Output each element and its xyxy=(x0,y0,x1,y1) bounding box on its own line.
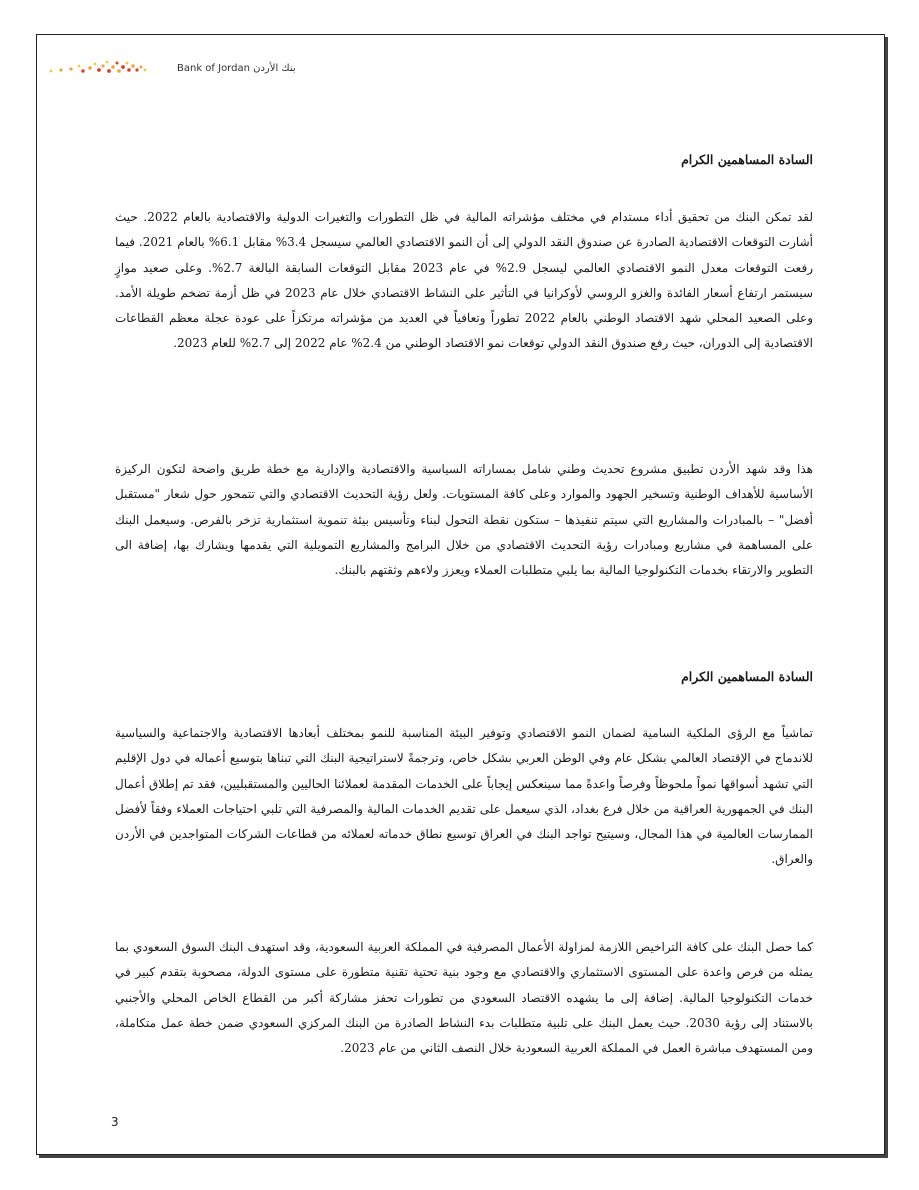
paragraph: هذا وقد شهد الأردن تطبيق مشروع تحديث وطني شامل بمساراته السياسية والاقتصادية والإدارية مع خطة طريق واضحة لتكون الركيزة الأساسية للأهداف الوطنية وتسخير الجهود والموارد وعلى كافة المستويات. ولعل رؤية التحديث الاقتصادي والتي تتمحور حول شعار "مستقبل أفضل" – بالمبادرات والمشاريع التي سيتم تنفيذها – ستكون نقطة التحول لبناء وتأسيس بيئة تنموية استثمارية تزخر بالفرص. وسيعمل البنك على المساهمة في مشاريع ومبادرات رؤية التحديث الاقتصادي من خلال البرامج والمشاريع التمويلية التي يقدمها ويشارك بها، إضافة الى التطوير والارتقاء بخدمات التكنولوجيا المالية بما يلبي متطلبات العملاء ويعزز ولاءهم وثقتهم بالبنك. xyxy=(115,462,813,578)
paragraph: لقد تمكن البنك من تحقيق أداء مستدام في مختلف مؤشراته المالية في ظل التطورات والتغيرات الدولية والاقتصادية بالعام 2022. حيث أشارت التوقعات الاقتصادية الصادرة عن صندوق النقد الدولي إلى أن النمو الاقتصادي العالمي سيسجل 3.4% مقابل 6.1% بالعام 2021. فيما رفعت التوقعات معدل النمو الاقتصادي العالمي ليسجل 2.9% في عام 2023 مقابل التوقعات السابقة البالغة 2.7%. وعلى صعيد موازٍ سيستمر ارتفاع أسعار الفائدة والغزو الروسي لأوكرانيا في التأثير على النشاط الاقتصادي خلال عام 2023 في ظل أزمة تضخم طويلة الأمد. وعلى الصعيد المحلي شهد الاقتصاد الوطني بالعام 2022 تطوراً وتعافياً في العديد من مؤشراته مرتكزاً على عودة عجلة معظم القطاعات الاقتصادية إلى الدوران، حيث رفع صندوق النقد الدولي توقعات نمو الاقتصاد الوطني من 2.4% عام 2022 إلى 2.7% للعام 2023. xyxy=(115,210,814,351)
page-number: 3 xyxy=(111,1115,119,1129)
section-heading: السادة المساهمين الكرام xyxy=(681,152,813,167)
document-page xyxy=(36,34,885,1155)
section-heading: السادة المساهمين الكرام xyxy=(681,669,813,684)
paragraph: كما حصل البنك على كافة التراخيص اللازمة لمزاولة الأعمال المصرفية في المملكة العربية السعودية، وقد استهدف البنك السوق السعودي بما يمثله من فرص واعدة على المستوى الاستثماري والاقتصادي مع وجود بنية تحتية تقنية متطورة على مستوى الدولة، مصحوبة بتقدم كبير في خدمات التكنولوجيا المالية. إضافة إلى ما يشهده الاقتصاد السعودي من تطورات تحفز مشاركة أكبر من القطاع الخاص المحلي والأجنبي بالاستناد إلى رؤية 2030. حيث يعمل البنك على تلبية متطلبات بدء النشاط الصادرة من البنك المركزي السعودي ضمن خطة عمل متكاملة، ومن المستهدف مباشرة العمل في المملكة العربية السعودية خلال النصف الثاني من عام 2023. xyxy=(115,940,813,1056)
bank-logo-text: Bank of Jordan بنك الأردن xyxy=(177,63,296,74)
paragraph: تماشياً مع الرؤى الملكية السامية لضمان النمو الاقتصادي وتوفير البيئة المناسبة للنمو بمختلف أبعادها الاقتصادية والاجتماعية والسياسية للاندماج في الإقتصاد العالمي بشكل عام وفي الوطن العربي بشكل خاص، وترجمةً لاستراتيجية البنك التي تبناها بتوسيع أعماله في دول الإقليم التي تشهد أسواقها نمواً ملحوظاً وفرصاً واعدةً مما سينعكس إيجاباً على الخدمات المقدمة لعملائنا الحاليين والمستقبليين، فقد تم إطلاق أعمال البنك في الجمهورية العراقية من خلال فرع بغداد، الذي سيعمل على تقديم الخدمات المالية والمصرفية التي تلبي احتياجات العملاء وفقاً لأفضل الممارسات العالمية في هذا المجال، وسيتيح تواجد البنك في العراق توسيع نطاق خدماته لعملائه من قطاعات الشركات المتواجدين في الأردن والعراق. xyxy=(115,726,814,867)
